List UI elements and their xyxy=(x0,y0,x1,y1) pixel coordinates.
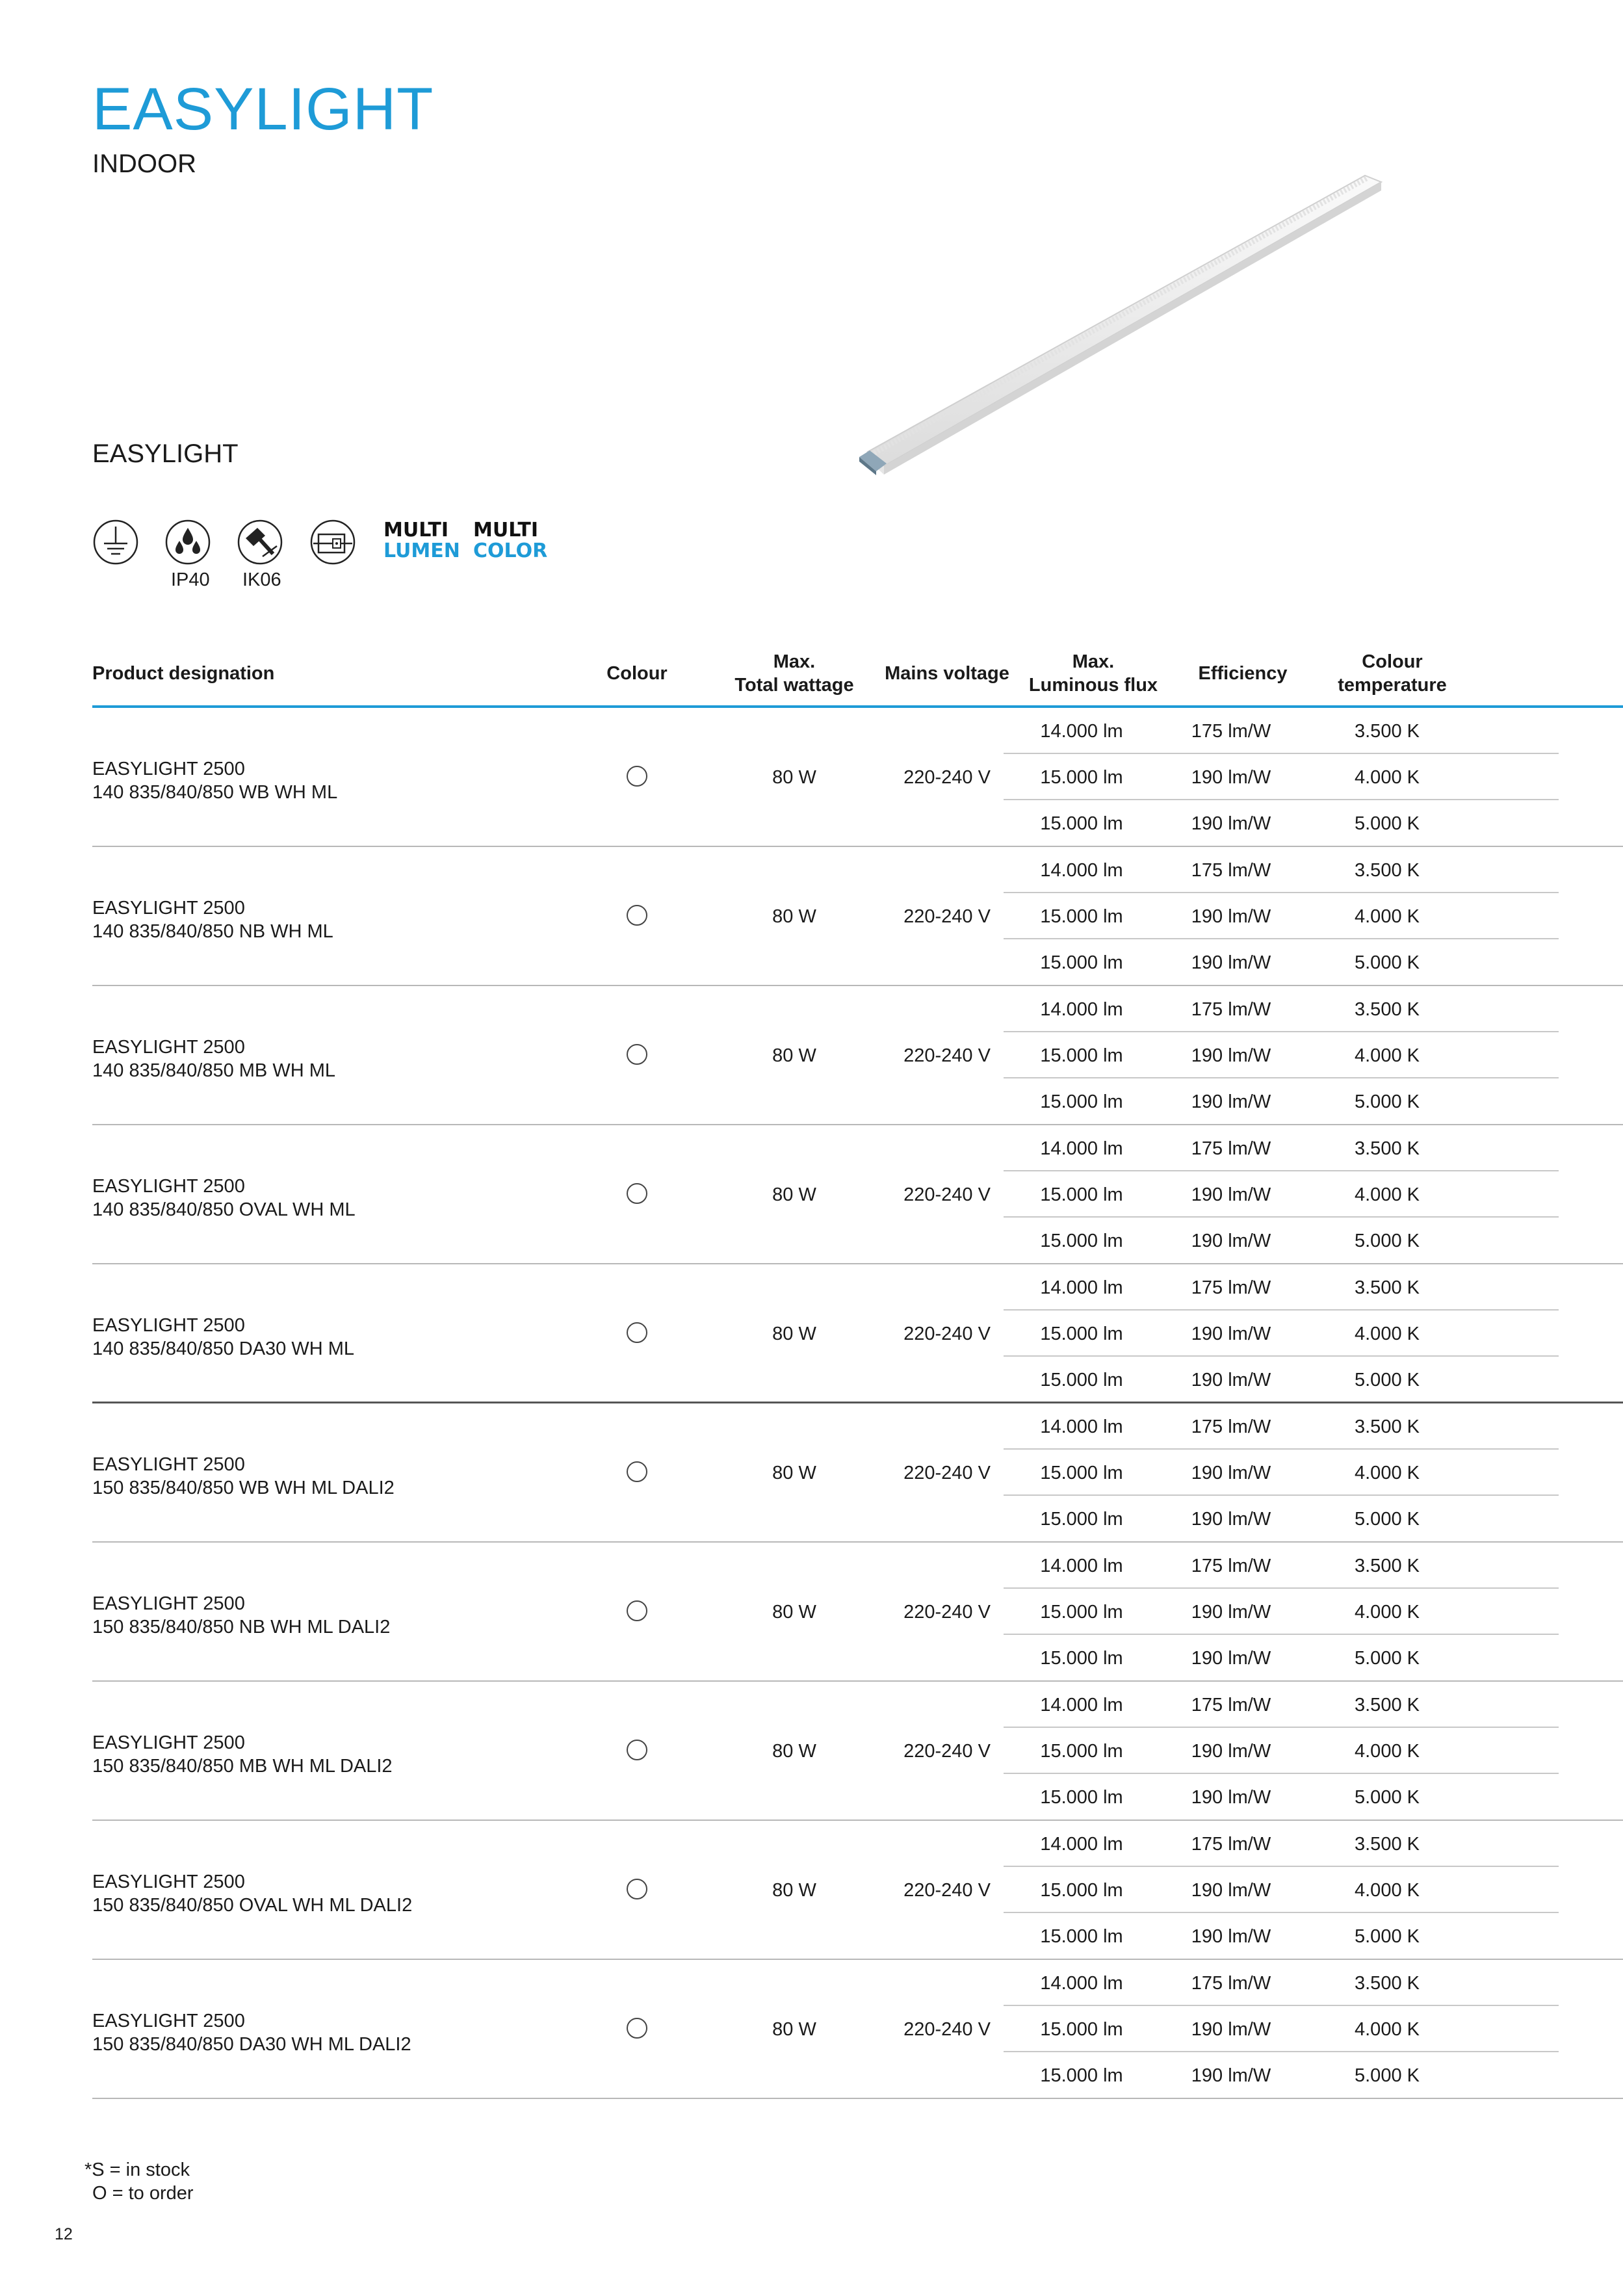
colour-temperature: 5.000 K xyxy=(1355,2065,1420,2086)
colour-white-circle-icon xyxy=(627,1740,647,1760)
colour-temperature: 3.500 K xyxy=(1355,1695,1420,1715)
variant-row xyxy=(1004,1357,1559,1403)
product-designation xyxy=(92,896,333,943)
product-designation xyxy=(92,1870,412,1917)
variant-row xyxy=(1004,1635,1559,1681)
column-header-wattage: Max. Total wattage xyxy=(734,651,854,696)
badge-line: MULTI xyxy=(383,519,448,541)
colour-white-circle-icon xyxy=(627,1879,647,1899)
efficiency: 190 lm/W xyxy=(1191,952,1271,973)
variant-row xyxy=(1004,1496,1559,1542)
colour-temperature: 3.500 K xyxy=(1355,1277,1420,1298)
colour-white-circle-icon xyxy=(627,766,647,787)
max-wattage: 80 W xyxy=(772,1602,816,1623)
efficiency: 175 lm/W xyxy=(1191,1973,1271,1994)
efficiency: 190 lm/W xyxy=(1191,1648,1271,1669)
colour-temperature: 3.500 K xyxy=(1355,860,1420,881)
designation-line: 140 835/840/850 NB WH ML xyxy=(92,921,333,942)
table-row xyxy=(92,1960,1623,2099)
luminous-flux: 15.000 lm xyxy=(1040,1741,1123,1762)
variant-row xyxy=(1004,1682,1559,1728)
luminous-flux: 14.000 lm xyxy=(1040,1416,1123,1437)
luminous-flux: 15.000 lm xyxy=(1040,1184,1123,1205)
efficiency: 190 lm/W xyxy=(1191,1324,1271,1344)
designation-line: EASYLIGHT 2500 xyxy=(92,759,245,779)
luminous-flux: 15.000 lm xyxy=(1040,2019,1123,2040)
product-designation xyxy=(92,1036,335,1082)
colour-temperature: 5.000 K xyxy=(1355,1231,1420,1251)
colour-temperature: 3.500 K xyxy=(1355,999,1420,1020)
efficiency: 190 lm/W xyxy=(1191,2065,1271,2086)
designation-line: 150 835/840/850 WB WH ML DALI2 xyxy=(92,1478,395,1498)
efficiency: 175 lm/W xyxy=(1191,1277,1271,1298)
efficiency: 175 lm/W xyxy=(1191,721,1271,742)
product-designation xyxy=(92,1453,395,1500)
column-header-temperature: Colour temperature xyxy=(1338,651,1447,696)
product-designation xyxy=(92,757,337,804)
variant-row xyxy=(1004,1078,1559,1125)
efficiency: 190 lm/W xyxy=(1191,1926,1271,1947)
luminous-flux: 15.000 lm xyxy=(1040,1787,1123,1808)
colour-temperature: 5.000 K xyxy=(1355,1091,1420,1112)
table-row xyxy=(92,1821,1623,1960)
product-designation xyxy=(92,1314,354,1361)
mains-voltage: 220-240 V xyxy=(903,906,991,927)
variant-row xyxy=(1004,754,1559,800)
colour-temperature: 3.500 K xyxy=(1355,1973,1420,1994)
page-subtitle: INDOOR xyxy=(92,150,196,178)
max-wattage: 80 W xyxy=(772,1045,816,1066)
column-header-designation: Product designation xyxy=(92,663,275,684)
impact-hammer-icon xyxy=(237,519,283,566)
efficiency: 190 lm/W xyxy=(1191,1741,1271,1762)
variant-row xyxy=(1004,708,1559,754)
mains-voltage: 220-240 V xyxy=(903,2019,991,2040)
footnote-line: *S = in stock xyxy=(84,2159,190,2180)
variant-row xyxy=(1004,1589,1559,1635)
variant-row xyxy=(1004,2006,1559,2052)
designation-line: 150 835/840/850 OVAL WH ML DALI2 xyxy=(92,1895,413,1916)
luminous-flux: 14.000 lm xyxy=(1040,999,1123,1020)
product-designation xyxy=(92,2009,411,2056)
column-header-flux: Max. Luminous flux xyxy=(1028,651,1158,696)
max-wattage: 80 W xyxy=(772,1324,816,1344)
colour-white-circle-icon xyxy=(627,2018,647,2039)
variant-row xyxy=(1004,1728,1559,1774)
variant-row xyxy=(1004,1218,1559,1264)
efficiency: 175 lm/W xyxy=(1191,860,1271,881)
luminous-flux: 15.000 lm xyxy=(1040,1045,1123,1066)
column-header-voltage: Mains voltage xyxy=(885,663,1009,684)
colour-temperature: 4.000 K xyxy=(1355,767,1420,788)
luminous-flux: 15.000 lm xyxy=(1040,906,1123,927)
max-wattage: 80 W xyxy=(772,1880,816,1901)
designation-line: EASYLIGHT 2500 xyxy=(92,1872,245,1892)
variant-row xyxy=(1004,1867,1559,1913)
mains-voltage: 220-240 V xyxy=(903,1463,991,1483)
colour-temperature: 3.500 K xyxy=(1355,1834,1420,1855)
efficiency: 190 lm/W xyxy=(1191,1184,1271,1205)
variant-row xyxy=(1004,1264,1559,1311)
designation-line: EASYLIGHT 2500 xyxy=(92,1454,245,1475)
page-title: EASYLIGHT xyxy=(92,76,434,142)
max-wattage: 80 W xyxy=(772,767,816,788)
efficiency: 175 lm/W xyxy=(1191,999,1271,1020)
efficiency: 190 lm/W xyxy=(1191,1509,1271,1530)
variant-row xyxy=(1004,1821,1559,1867)
designation-line: 140 835/840/850 MB WH ML xyxy=(92,1060,335,1081)
variant-row xyxy=(1004,1960,1559,2006)
row-divider xyxy=(92,2098,1623,2099)
efficiency: 175 lm/W xyxy=(1191,1556,1271,1576)
colour-temperature: 4.000 K xyxy=(1355,906,1420,927)
luminous-flux: 14.000 lm xyxy=(1040,1695,1123,1715)
mains-voltage: 220-240 V xyxy=(903,767,991,788)
colour-temperature: 3.500 K xyxy=(1355,1556,1420,1576)
luminous-flux: 15.000 lm xyxy=(1040,1091,1123,1112)
column-header-colour: Colour xyxy=(606,663,668,684)
luminous-flux: 15.000 lm xyxy=(1040,767,1123,788)
colour-temperature: 4.000 K xyxy=(1355,1324,1420,1344)
colour-temperature: 4.000 K xyxy=(1355,1880,1420,1901)
variant-row xyxy=(1004,1450,1559,1496)
luminous-flux: 15.000 lm xyxy=(1040,1509,1123,1530)
luminous-flux: 14.000 lm xyxy=(1040,1834,1123,1855)
efficiency: 190 lm/W xyxy=(1191,1787,1271,1808)
badge-line: COLOR xyxy=(473,540,548,562)
luminous-flux: 15.000 lm xyxy=(1040,1231,1123,1251)
colour-temperature: 4.000 K xyxy=(1355,1602,1420,1623)
efficiency: 190 lm/W xyxy=(1191,1602,1271,1623)
variant-row xyxy=(1004,939,1559,985)
luminous-flux: 15.000 lm xyxy=(1040,1602,1123,1623)
table-row xyxy=(92,847,1623,986)
mains-voltage: 220-240 V xyxy=(903,1741,991,1762)
variant-row xyxy=(1004,1403,1559,1450)
colour-white-circle-icon xyxy=(627,1183,647,1204)
colour-white-circle-icon xyxy=(627,1600,647,1621)
luminous-flux: 14.000 lm xyxy=(1040,1973,1123,1994)
colour-temperature: 5.000 K xyxy=(1355,1370,1420,1390)
mains-voltage: 220-240 V xyxy=(903,1045,991,1066)
designation-line: EASYLIGHT 2500 xyxy=(92,1037,245,1058)
efficiency: 190 lm/W xyxy=(1191,1370,1271,1390)
luminous-flux: 15.000 lm xyxy=(1040,952,1123,973)
table-row xyxy=(92,986,1623,1125)
luminous-flux: 15.000 lm xyxy=(1040,1926,1123,1947)
efficiency: 190 lm/W xyxy=(1191,2019,1271,2040)
colour-white-circle-icon xyxy=(627,1044,647,1065)
colour-temperature: 5.000 K xyxy=(1355,1648,1420,1669)
efficiency: 175 lm/W xyxy=(1191,1138,1271,1159)
efficiency: 175 lm/W xyxy=(1191,1695,1271,1715)
track-connector-icon xyxy=(309,519,356,566)
variant-row xyxy=(1004,986,1559,1032)
variant-row xyxy=(1004,1311,1559,1357)
badge-line: LUMEN xyxy=(383,540,460,562)
luminous-flux: 14.000 lm xyxy=(1040,721,1123,742)
colour-temperature: 5.000 K xyxy=(1355,1509,1420,1530)
colour-white-circle-icon xyxy=(627,905,647,926)
colour-temperature: 5.000 K xyxy=(1355,813,1420,834)
product-designation xyxy=(92,1175,356,1221)
column-header-efficiency: Efficiency xyxy=(1198,663,1288,684)
designation-line: EASYLIGHT 2500 xyxy=(92,1176,245,1197)
luminous-flux: 14.000 lm xyxy=(1040,1138,1123,1159)
efficiency: 190 lm/W xyxy=(1191,1045,1271,1066)
max-wattage: 80 W xyxy=(772,1463,816,1483)
footnote-line: O = to order xyxy=(92,2183,194,2204)
max-wattage: 80 W xyxy=(772,906,816,927)
colour-white-circle-icon xyxy=(627,1322,647,1343)
efficiency: 175 lm/W xyxy=(1191,1416,1271,1437)
designation-line: 150 835/840/850 DA30 WH ML DALI2 xyxy=(92,2034,411,2055)
product-designation xyxy=(92,1592,390,1639)
badge-line: MULTI xyxy=(473,519,538,541)
designation-line: 140 835/840/850 WB WH ML xyxy=(92,782,338,803)
designation-line: 140 835/840/850 DA30 WH ML xyxy=(92,1338,355,1359)
variant-row xyxy=(1004,1032,1559,1078)
efficiency: 190 lm/W xyxy=(1191,906,1271,927)
max-wattage: 80 W xyxy=(772,2019,816,2040)
variant-row xyxy=(1004,1774,1559,1820)
colour-temperature: 4.000 K xyxy=(1355,1741,1420,1762)
designation-line: EASYLIGHT 2500 xyxy=(92,1593,245,1614)
luminous-flux: 14.000 lm xyxy=(1040,1556,1123,1576)
luminous-flux: 15.000 lm xyxy=(1040,1463,1123,1483)
product-heading: EASYLIGHT xyxy=(92,439,239,468)
variant-row xyxy=(1004,800,1559,846)
luminous-flux: 15.000 lm xyxy=(1040,813,1123,834)
colour-temperature: 4.000 K xyxy=(1355,1045,1420,1066)
ip-rating-label: IP40 xyxy=(171,569,210,590)
variant-row xyxy=(1004,847,1559,893)
multi-lumen-badge xyxy=(383,520,460,562)
earth-ground-icon xyxy=(92,519,139,566)
colour-temperature: 5.000 K xyxy=(1355,952,1420,973)
designation-line: EASYLIGHT 2500 xyxy=(92,1732,245,1753)
designation-line: 150 835/840/850 MB WH ML DALI2 xyxy=(92,1756,393,1777)
variant-row xyxy=(1004,893,1559,939)
designation-line: 140 835/840/850 OVAL WH ML xyxy=(92,1199,356,1220)
designation-line: EASYLIGHT 2500 xyxy=(92,1315,245,1336)
product-designation xyxy=(92,1731,393,1778)
designation-line: EASYLIGHT 2500 xyxy=(92,2011,245,2031)
mains-voltage: 220-240 V xyxy=(903,1184,991,1205)
luminous-flux: 14.000 lm xyxy=(1040,860,1123,881)
water-drops-icon xyxy=(164,519,211,566)
table-row xyxy=(92,1125,1623,1264)
table-row xyxy=(92,1682,1623,1821)
mains-voltage: 220-240 V xyxy=(903,1324,991,1344)
efficiency: 190 lm/W xyxy=(1191,1880,1271,1901)
mains-voltage: 220-240 V xyxy=(903,1880,991,1901)
page-number: 12 xyxy=(55,2225,73,2243)
colour-white-circle-icon xyxy=(627,1461,647,1482)
designation-line: EASYLIGHT 2500 xyxy=(92,898,245,919)
efficiency: 190 lm/W xyxy=(1191,767,1271,788)
efficiency: 190 lm/W xyxy=(1191,1091,1271,1112)
colour-temperature: 4.000 K xyxy=(1355,1463,1420,1483)
variant-row xyxy=(1004,1543,1559,1589)
colour-temperature: 3.500 K xyxy=(1355,1138,1420,1159)
luminous-flux: 15.000 lm xyxy=(1040,1648,1123,1669)
variant-row xyxy=(1004,1913,1559,1959)
luminous-flux: 14.000 lm xyxy=(1040,1277,1123,1298)
colour-temperature: 3.500 K xyxy=(1355,721,1420,742)
efficiency: 175 lm/W xyxy=(1191,1834,1271,1855)
efficiency: 190 lm/W xyxy=(1191,1231,1271,1251)
stock-footnote xyxy=(84,2158,194,2205)
luminous-flux: 15.000 lm xyxy=(1040,1370,1123,1390)
max-wattage: 80 W xyxy=(772,1741,816,1762)
table-row xyxy=(92,1264,1623,1403)
efficiency: 190 lm/W xyxy=(1191,813,1271,834)
colour-temperature: 5.000 K xyxy=(1355,1926,1420,1947)
table-row xyxy=(92,1403,1623,1543)
luminous-flux: 15.000 lm xyxy=(1040,1880,1123,1901)
table-row xyxy=(92,1543,1623,1682)
table-row xyxy=(92,708,1623,847)
variant-row xyxy=(1004,2052,1559,2098)
colour-temperature: 3.500 K xyxy=(1355,1416,1420,1437)
product-image xyxy=(858,166,1397,484)
colour-temperature: 5.000 K xyxy=(1355,1787,1420,1808)
luminous-flux: 15.000 lm xyxy=(1040,1324,1123,1344)
luminous-flux: 15.000 lm xyxy=(1040,2065,1123,2086)
max-wattage: 80 W xyxy=(772,1184,816,1205)
table-header xyxy=(92,644,1623,703)
colour-temperature: 4.000 K xyxy=(1355,2019,1420,2040)
variant-row xyxy=(1004,1125,1559,1171)
multi-color-badge xyxy=(473,520,547,562)
designation-line: 150 835/840/850 NB WH ML DALI2 xyxy=(92,1617,391,1637)
ik-rating-label: IK06 xyxy=(242,569,281,590)
mains-voltage: 220-240 V xyxy=(903,1602,991,1623)
efficiency: 190 lm/W xyxy=(1191,1463,1271,1483)
colour-temperature: 4.000 K xyxy=(1355,1184,1420,1205)
variant-row xyxy=(1004,1171,1559,1218)
